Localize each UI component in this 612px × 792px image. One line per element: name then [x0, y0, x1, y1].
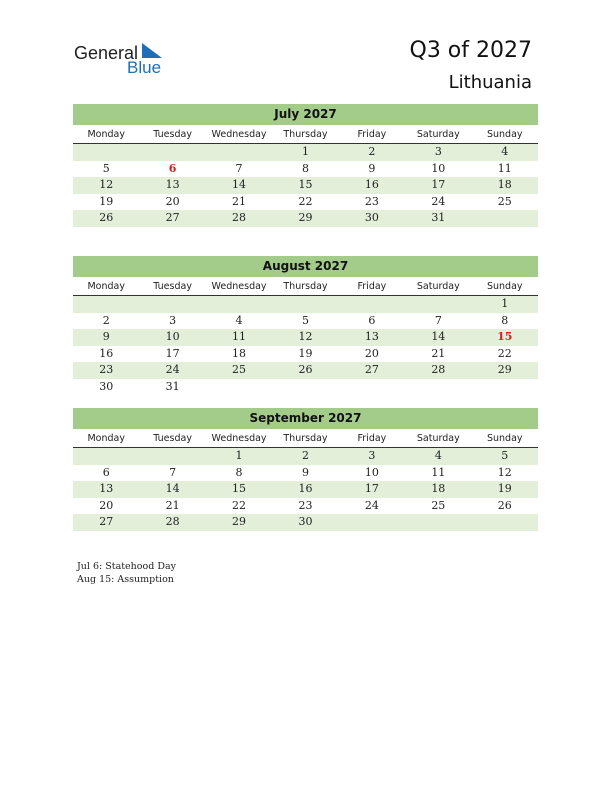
date-cell: 18	[431, 482, 446, 495]
week-row	[73, 177, 538, 194]
date-cell	[272, 296, 338, 313]
month-header: July 2027	[73, 104, 538, 125]
weekday-label: Saturday	[416, 281, 460, 292]
date-cell: 9	[368, 161, 376, 175]
month-calendar-september	[73, 408, 538, 531]
date-cell: 17	[165, 346, 180, 360]
date-cell: 5	[301, 313, 309, 327]
holiday-note: Aug 15: Assumption	[77, 574, 174, 585]
date-cell: 31	[165, 379, 180, 393]
date-cell: 12	[298, 330, 313, 343]
logo-word-blue: Blue	[127, 58, 162, 77]
date-cell: 18	[497, 178, 512, 191]
weekday-label: Friday	[357, 129, 387, 140]
date-cell: 16	[99, 346, 114, 360]
date-cell: 21	[165, 498, 180, 512]
date-cell: 9	[102, 330, 110, 343]
date-cell: 21	[232, 194, 247, 208]
date-cell: 10	[364, 465, 379, 479]
week-row	[73, 346, 538, 363]
weekday-label: Tuesday	[153, 129, 192, 140]
date-cell: 27	[364, 363, 379, 376]
date-cell: 18	[232, 346, 247, 360]
weekday-label: Sunday	[486, 281, 523, 292]
date-cell: 27	[165, 211, 180, 224]
date-cell: 23	[364, 194, 379, 208]
date-cell: 10	[165, 330, 180, 343]
date-cell: 26	[99, 211, 114, 224]
week-row	[73, 481, 538, 498]
weekday-label: Wednesday	[211, 129, 267, 140]
weekday-label: Friday	[357, 433, 387, 444]
date-cell: 15	[298, 178, 313, 191]
date-cell	[339, 514, 405, 531]
weekday-label: Tuesday	[153, 281, 192, 292]
week-row	[73, 379, 538, 396]
date-cell: 26	[298, 363, 313, 376]
date-cell	[272, 379, 338, 396]
holiday-date-cell: 15	[497, 330, 513, 343]
date-cell: 12	[99, 178, 114, 191]
date-cell: 6	[368, 313, 376, 327]
date-cell	[73, 144, 139, 161]
date-cell: 19	[497, 482, 512, 495]
date-cell: 3	[169, 313, 177, 327]
week-row	[73, 329, 538, 346]
date-cell: 21	[431, 346, 446, 360]
date-cell: 8	[235, 465, 243, 479]
date-cell: 30	[298, 515, 313, 528]
weekday-header-row	[73, 279, 538, 296]
month-calendar-july	[73, 104, 538, 227]
date-cell: 25	[232, 363, 247, 376]
date-cell: 29	[497, 363, 512, 376]
date-cell: 16	[298, 482, 313, 495]
date-cell: 8	[501, 313, 509, 327]
date-cell: 22	[232, 498, 247, 512]
week-row	[73, 498, 538, 515]
date-cell: 1	[501, 297, 509, 310]
week-row	[73, 313, 538, 330]
date-cell: 8	[301, 161, 309, 175]
date-cell: 9	[301, 465, 309, 479]
brand-logo	[74, 40, 174, 80]
month-calendar-august	[73, 256, 538, 395]
weeks-container	[73, 448, 538, 531]
date-cell	[472, 379, 538, 396]
date-cell: 26	[497, 498, 512, 512]
weekday-label: Tuesday	[153, 433, 192, 444]
date-cell: 19	[99, 194, 114, 208]
date-cell	[206, 379, 272, 396]
page-title: Q3 of 2027	[409, 38, 532, 63]
weekday-label: Wednesday	[211, 281, 267, 292]
date-cell: 2	[301, 449, 309, 462]
weekday-label: Sunday	[486, 433, 523, 444]
holiday-notes	[77, 560, 176, 586]
date-cell	[405, 379, 471, 396]
month-header: September 2027	[73, 408, 538, 429]
date-cell	[73, 296, 139, 313]
week-row	[73, 144, 538, 161]
weekday-label: Monday	[87, 281, 125, 292]
date-cell	[339, 379, 405, 396]
month-header: August 2027	[73, 256, 538, 277]
date-cell: 13	[364, 330, 379, 343]
date-cell: 28	[232, 211, 247, 224]
date-cell: 16	[364, 178, 379, 191]
date-cell: 10	[431, 161, 446, 175]
date-cell: 1	[301, 145, 309, 158]
date-cell: 2	[102, 313, 110, 327]
date-cell: 5	[102, 161, 110, 175]
date-cell: 23	[298, 498, 313, 512]
weekday-label: Saturday	[416, 129, 460, 140]
weeks-container	[73, 296, 538, 395]
date-cell: 24	[431, 194, 446, 208]
date-cell: 7	[434, 313, 442, 327]
date-cell	[73, 448, 139, 465]
date-cell	[206, 296, 272, 313]
weekday-label: Friday	[357, 281, 387, 292]
date-cell: 22	[298, 194, 313, 208]
weekday-header-row	[73, 127, 538, 144]
weekday-label: Wednesday	[211, 433, 267, 444]
week-row	[73, 161, 538, 178]
logo-triangle-icon	[142, 43, 162, 58]
weekday-label: Thursday	[283, 129, 328, 140]
date-cell	[339, 296, 405, 313]
weekday-label: Monday	[87, 433, 125, 444]
date-cell: 14	[232, 178, 247, 191]
date-cell: 25	[431, 498, 446, 512]
date-cell	[139, 448, 205, 465]
date-cell: 15	[232, 482, 247, 495]
weekday-label: Saturday	[416, 433, 460, 444]
date-cell: 7	[235, 161, 243, 175]
date-cell: 3	[434, 145, 442, 158]
date-cell: 3	[368, 449, 376, 462]
weekday-label: Monday	[87, 129, 125, 140]
date-cell: 14	[431, 330, 446, 343]
week-row	[73, 194, 538, 211]
date-cell: 1	[235, 449, 243, 462]
date-cell: 12	[497, 465, 512, 479]
date-cell: 23	[99, 363, 114, 376]
date-cell: 29	[232, 515, 247, 528]
date-cell	[405, 296, 471, 313]
date-cell: 22	[497, 346, 512, 360]
weekday-label: Thursday	[283, 433, 328, 444]
date-cell: 27	[99, 515, 114, 528]
weekday-header-row	[73, 431, 538, 448]
date-cell: 30	[364, 211, 379, 224]
date-cell: 14	[165, 482, 180, 495]
date-cell	[472, 514, 538, 531]
date-cell: 7	[169, 465, 177, 479]
week-row	[73, 514, 538, 531]
date-cell: 2	[368, 145, 376, 158]
date-cell	[405, 514, 471, 531]
date-cell: 31	[431, 211, 446, 224]
weeks-container	[73, 144, 538, 227]
week-row	[73, 210, 538, 227]
holiday-date-cell: 6	[168, 161, 177, 175]
date-cell: 24	[165, 363, 180, 376]
date-cell: 4	[434, 449, 442, 462]
weekday-label: Sunday	[486, 129, 523, 140]
date-cell: 5	[501, 449, 509, 462]
date-cell: 17	[431, 178, 446, 191]
week-row	[73, 296, 538, 313]
date-cell: 20	[165, 194, 180, 208]
date-cell: 13	[99, 482, 114, 495]
date-cell	[472, 210, 538, 227]
date-cell: 29	[298, 211, 313, 224]
country-name: Lithuania	[448, 72, 532, 93]
date-cell: 6	[102, 465, 110, 479]
week-row	[73, 465, 538, 482]
date-cell: 11	[232, 330, 247, 343]
week-row	[73, 362, 538, 379]
holiday-note: Jul 6: Statehood Day	[77, 561, 176, 572]
date-cell: 11	[431, 465, 446, 479]
logo-word-general: General	[74, 43, 139, 63]
week-row	[73, 448, 538, 465]
date-cell: 25	[497, 194, 512, 208]
date-cell	[206, 144, 272, 161]
date-cell: 4	[501, 145, 509, 158]
date-cell: 24	[364, 498, 379, 512]
weekday-label: Thursday	[283, 281, 328, 292]
date-cell: 28	[431, 363, 446, 376]
date-cell: 28	[165, 515, 180, 528]
date-cell: 20	[99, 498, 114, 512]
date-cell	[139, 144, 205, 161]
date-cell: 4	[235, 313, 243, 327]
date-cell: 11	[497, 161, 512, 175]
date-cell: 30	[99, 379, 114, 393]
date-cell: 19	[298, 346, 313, 360]
date-cell: 13	[165, 178, 180, 191]
date-cell: 17	[364, 482, 379, 495]
date-cell: 20	[364, 346, 379, 360]
date-cell	[139, 296, 205, 313]
